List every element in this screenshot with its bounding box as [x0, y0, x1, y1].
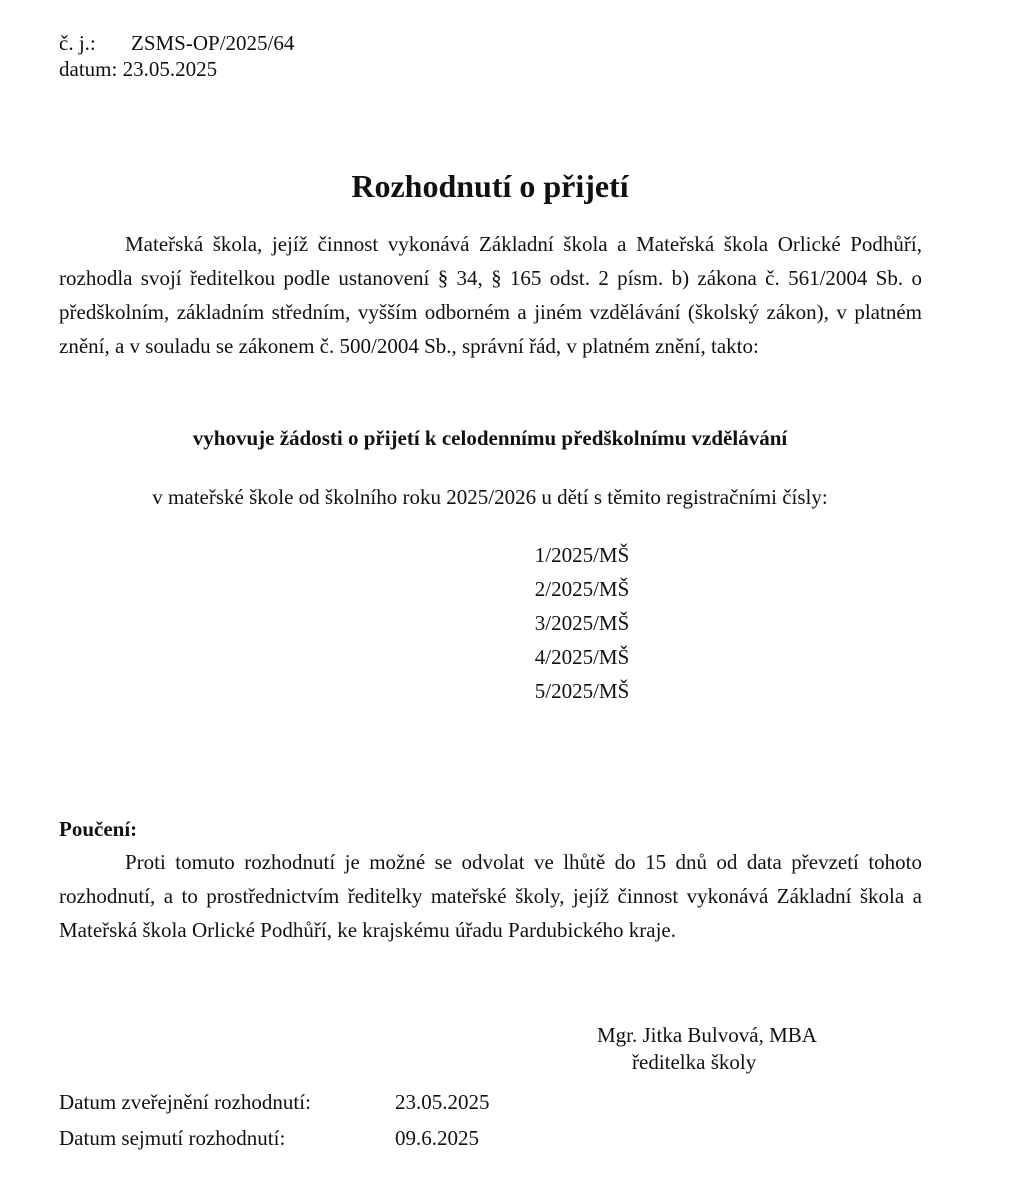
published-date-value: 23.05.2025 [395, 1090, 490, 1114]
decision-statement: vyhovuje žádosti o přijetí k celodennímu předškolnímu vzdělávání [192, 426, 788, 450]
registration-number: 5/2025/MŠ [534, 679, 630, 703]
intro-paragraph [59, 227, 922, 363]
signatory-role: ředitelka školy [632, 1050, 757, 1074]
removed-date-value: 09.6.2025 [395, 1126, 479, 1150]
intro-paragraph-text: Mateřská škola, jejíž činnost vykonává Základní škola a Mateřská škola Orlické Podhůří, rozhodla svojí ředitelkou podle ustanovení § 34, § 165 odst. 2 písm. b) zákona č. 561/2004 Sb. o předškolním, základním středním, vyšším odborném a jiném vzdělávání (školský zákon), v platném znění, a v souladu se zákonem č. 500/2004 Sb., správní řád, v platném znění, takto: [59, 232, 922, 358]
reference-label: č. j.: [59, 31, 96, 55]
reference-value: ZSMS-OP/2025/64 [131, 31, 295, 55]
registration-number: 4/2025/MŠ [534, 645, 630, 669]
signatory-name: Mgr. Jitka Bulvová, MBA [597, 1023, 817, 1047]
removed-date-label: Datum sejmutí rozhodnutí: [59, 1126, 286, 1150]
decision-scope: v mateřské škole od školního roku 2025/2026 u dětí s těmito registračními čísly: [152, 485, 828, 509]
date-value: 23.05.2025 [122, 57, 218, 81]
instruction-label: Poučení: [59, 817, 138, 841]
document-title: Rozhodnutí o přijetí [351, 168, 629, 204]
registration-number: 3/2025/MŠ [534, 611, 630, 635]
reference-number [59, 30, 294, 56]
registration-number: 2/2025/MŠ [534, 577, 630, 601]
instruction-paragraph [59, 845, 922, 947]
instruction-text: Proti tomuto rozhodnutí je možné se odvolat ve lhůtě do 15 dnů od data převzetí tohoto rozhodnutí, a to prostřednictvím ředitelky mateřské školy, jejíž činnost vykonává Základní škola a Mateřská škola Orlické Podhůří, ke krajskému úřadu Pardubického kraje. [59, 850, 922, 942]
registration-number: 1/2025/MŠ [534, 543, 630, 567]
document-date [59, 56, 217, 82]
published-date-label: Datum zveřejnění rozhodnutí: [59, 1090, 311, 1114]
date-label: datum: [59, 57, 118, 81]
